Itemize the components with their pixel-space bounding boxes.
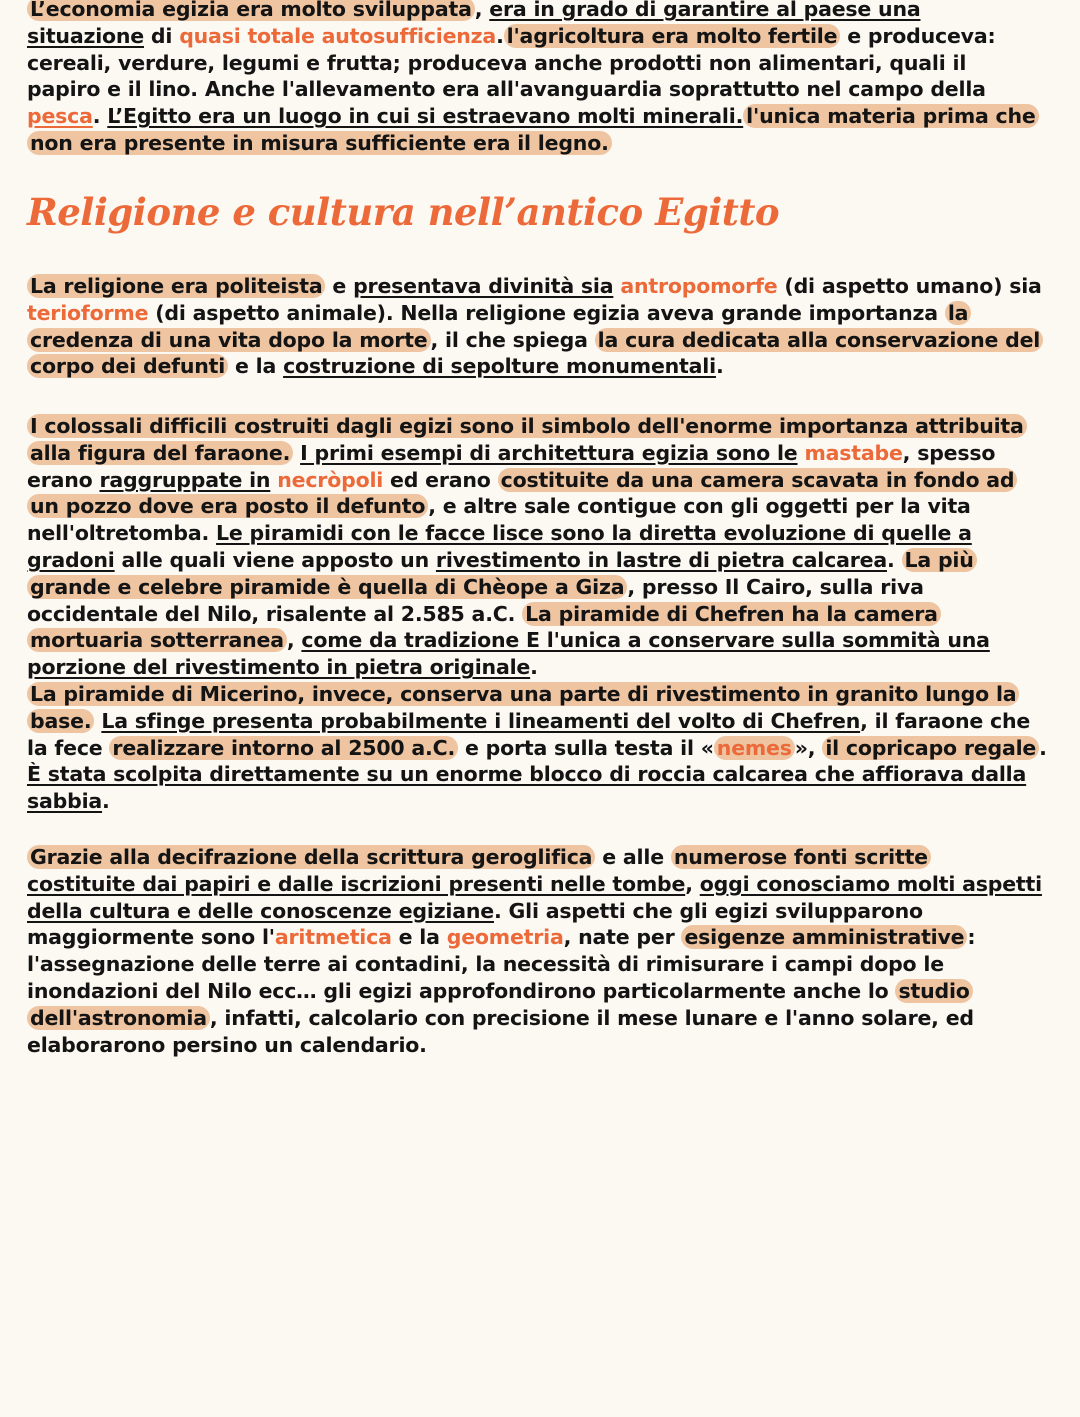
text-run: e produceva: cereali, verdure, legumi e frutta; produceva anche prodotti non alimentari, quali il papiro e il lino. Anche l'allevamento era all'avanguardia soprattutto nel campo della bbox=[27, 23, 996, 102]
text-run: , bbox=[685, 871, 700, 896]
text-run-hl: la credenza di una vita dopo la morte bbox=[27, 301, 971, 352]
text-run: (di aspetto animale). Nella religione egizia aveva grande importanza bbox=[148, 300, 945, 325]
text-run: (di aspetto umano) sia bbox=[777, 274, 1042, 298]
text-run-hl: studio dell'astronomia bbox=[27, 979, 973, 1030]
text-run-u: rivestimento in lastre di pietra calcarea bbox=[435, 547, 887, 572]
text-run-hl: L’economia egizia era molto sviluppata bbox=[27, 0, 475, 21]
text-run: . bbox=[886, 547, 902, 572]
text-run: , il faraone che la fece bbox=[27, 708, 1031, 760]
text-run: , presso Il Cairo, sulla riva occidentale del Nilo, risalente al 2.585 a.C. bbox=[27, 574, 924, 626]
text-run: e la bbox=[391, 925, 447, 950]
text-run-hl: La piramide di Micerino, invece, conserva una parte di rivestimento in granito lungo la base. bbox=[27, 682, 1019, 733]
text-run-u: raggruppate in bbox=[99, 467, 271, 492]
text-run-o-u: pesca bbox=[27, 104, 93, 129]
text-run: . bbox=[102, 789, 110, 814]
paragraph-economia bbox=[27, 0, 1044, 157]
text-run-hl: La religione era politeista bbox=[27, 274, 325, 298]
text-run: e porta sulla testa il « bbox=[458, 735, 714, 760]
text-run-hl: Grazie alla decifrazione della scrittura geroglifica bbox=[27, 845, 595, 869]
text-run: , bbox=[286, 628, 302, 653]
text-run-o: geometria bbox=[446, 925, 564, 950]
text-run: e alle bbox=[595, 845, 671, 869]
text-run-hl: I colossali difficili costruiti dagli egizi sono il simbolo dell'enorme importanza attribuita alla figura del faraone. bbox=[27, 414, 1027, 465]
text-run-hl: costituite da una camera scavata in fondo ad un pozzo dove era posto il defunto bbox=[27, 468, 1017, 519]
text-run-o: quasi totale autosufficienza bbox=[179, 23, 497, 48]
text-run-o: aritmetica bbox=[274, 925, 392, 950]
text-run: di bbox=[144, 23, 180, 48]
text-run-o: terioforme bbox=[27, 300, 149, 325]
text-run: ed erano bbox=[383, 467, 498, 492]
text-run: e bbox=[325, 274, 354, 298]
paragraph-architettura bbox=[27, 413, 1048, 815]
text-run-hl: l'unica materia prima che non era presente in misura sufficiente era il legno. bbox=[27, 104, 1039, 155]
text-run-u: Le piramidi con le facce lisce sono la diretta evoluzione di quelle a gradoni bbox=[27, 521, 972, 572]
text-run: . bbox=[715, 354, 724, 379]
text-run-u: presentava divinità sia bbox=[353, 274, 614, 298]
section-title: Religione e cultura nell’antico Egitto bbox=[27, 190, 780, 234]
text-run: . bbox=[92, 104, 108, 129]
text-run-u: I primi esempi di architettura egizia sono le bbox=[300, 440, 798, 465]
text-run: e la bbox=[228, 354, 284, 379]
text-run-u: come da tradizione E l'unica a conservare sulla sommità una porzione del rivestimento in pietra originale bbox=[27, 628, 990, 680]
text-run-u: era in grado di garantire al paese una situazione bbox=[27, 0, 921, 48]
text-run: , e altre sale contigue con gli oggetti per la vita nell'oltretomba. bbox=[27, 494, 971, 546]
text-run-u: costruzione di sepolture monumentali bbox=[283, 354, 716, 379]
text-run-hl: esigenze amministrative bbox=[681, 925, 967, 949]
paragraph-religione bbox=[27, 273, 1044, 380]
text-run-hl: La più grande e celebre piramide è quella di Chèope a Giza bbox=[27, 548, 977, 599]
text-run-u: oggi conosciamo molti aspetti della cultura e delle conoscenze egiziane bbox=[27, 871, 1042, 923]
text-run: », bbox=[794, 735, 823, 760]
text-run: . bbox=[530, 655, 538, 680]
text-run: , spesso erano bbox=[27, 440, 996, 492]
text-run: , nate per bbox=[563, 925, 682, 950]
text-run-o: mastabe bbox=[804, 440, 903, 465]
text-run: alle quali viene apposto un bbox=[114, 547, 436, 572]
text-run: , infatti, calcolario con precisione il mese lunare e l'anno solare, ed elaborarono persino un calendario. bbox=[27, 1005, 974, 1057]
text-run-hl: la cura dedicata alla conservazione del corpo dei defunti bbox=[27, 328, 1043, 379]
text-run-hl: La piramide di Chefren ha la camera mortuaria sotterranea bbox=[27, 602, 941, 653]
text-run-o: antropomorfe bbox=[620, 274, 778, 298]
text-run-hl: l'agricoltura era molto fertile bbox=[504, 24, 841, 48]
text-run-u: costituite dai papiri e dalle iscrizioni presenti nelle tombe bbox=[27, 871, 686, 896]
text-run-o-hl: nemes bbox=[714, 736, 795, 760]
text-run-hl: numerose fonti scritte bbox=[671, 845, 931, 869]
text-run: . bbox=[1039, 735, 1047, 760]
text-run: : l'assegnazione delle terre ai contadini, la necessità di rimisurare i campi dopo le inondazioni del Nilo ecc… gli egizi approfondirono particolarmente anche lo bbox=[27, 925, 976, 1003]
text-run-u: La sfinge presenta probabilmente i lineamenti del volto di Chefren bbox=[101, 708, 861, 733]
text-run: . Gli aspetti che gli egizi svilupparono maggiormente sono l' bbox=[27, 898, 923, 950]
text-run-hl: realizzare intorno al 2500 a.C. bbox=[109, 736, 458, 760]
text-run: , il che spiega bbox=[430, 327, 595, 352]
text-run-u: È stata scolpita direttamente su un enorme blocco di roccia calcarea che affiorava dalla sabbia bbox=[27, 762, 1027, 814]
text-run-hl: il copricapo regale bbox=[822, 736, 1039, 760]
text-run: , bbox=[474, 0, 490, 21]
text-run: . bbox=[496, 23, 504, 48]
text-run-u: L’Egitto era un luogo in cui si estraevano molti minerali. bbox=[107, 104, 744, 129]
text-run-o: necròpoli bbox=[277, 467, 384, 492]
paragraph-cultura bbox=[27, 844, 1044, 1058]
